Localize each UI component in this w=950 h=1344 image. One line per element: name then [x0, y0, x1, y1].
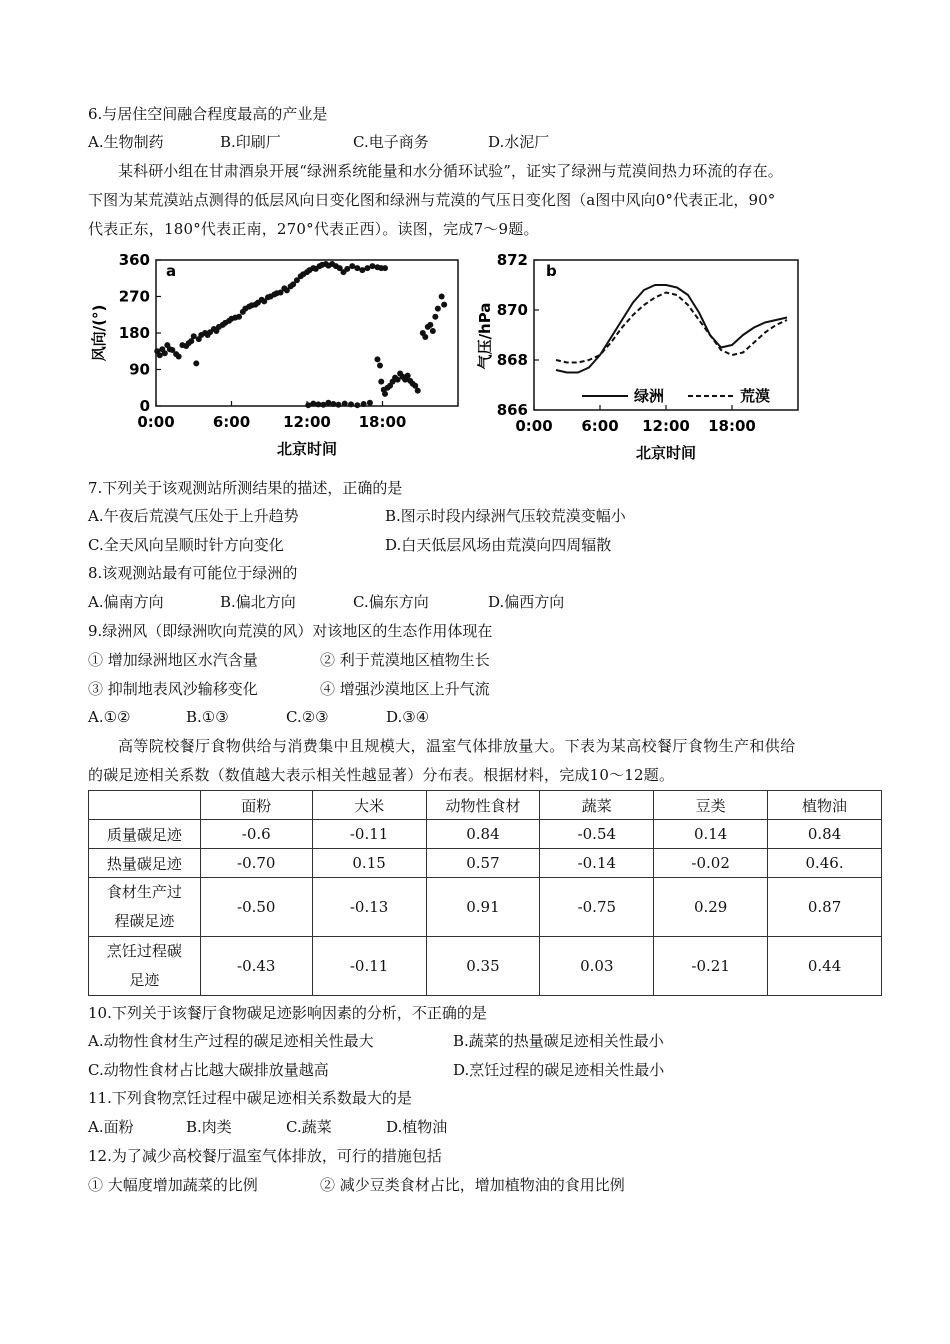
air-pressure-chart [478, 248, 818, 466]
table-row [89, 937, 882, 996]
table-cell: -0.13 [312, 878, 426, 937]
wind-data-point [374, 356, 380, 362]
chart-b-xtick-label: 6:00 [581, 417, 619, 435]
table-header-cell: 蔬菜 [540, 791, 654, 820]
chart-a-xtick-label: 6:00 [212, 413, 251, 431]
chart-a-ytick-label: 180 [118, 324, 150, 342]
wind-data-point [377, 362, 383, 368]
q9-item-1: ① 增加绿洲地区水汽含量 [88, 651, 258, 669]
table-cell: -0.11 [312, 820, 426, 849]
wind-data-point [361, 401, 367, 407]
wind-data-point [369, 263, 375, 269]
wind-data-point [330, 401, 336, 407]
table-cell: 0.46. [768, 849, 882, 878]
chart-b-xtick-label: 18:00 [708, 417, 756, 435]
table-header-cell: 豆类 [654, 791, 768, 820]
chart-b-ytick-label: 866 [496, 401, 528, 419]
chart-b-panel-label: b [546, 262, 557, 280]
wind-data-point [367, 400, 373, 406]
table-header-cell: 大米 [312, 791, 426, 820]
chart-b-ytick-label: 868 [496, 351, 528, 369]
q7-option-c: C.全天风向呈顺时针方向变化 [88, 536, 284, 554]
wind-data-point [441, 302, 447, 308]
intro1-line-1: 某科研小组在甘肃酒泉开展“绿洲系统能量和水分循环试验”，证实了绿洲与荒漠间热力环流的存在。 [118, 162, 783, 180]
table-row [89, 820, 882, 849]
table-cell: -0.02 [654, 849, 768, 878]
q6-option-a: A.生物制药 [88, 133, 164, 151]
chart-a-ytick-label: 270 [118, 287, 150, 306]
chart-b-ytick-label: 872 [496, 251, 528, 269]
chart-a-xtick-label: 0:00 [137, 413, 175, 431]
intro2-line-1: 高等院校餐厅食物供给与消费集中且规模大，温室气体排放量大。下表为某高校餐厅食物生产和供给 [118, 737, 796, 755]
chart-a-xtick-label: 18:00 [358, 413, 407, 431]
q7-stem: 7.下列关于该观测站所测结果的描述，正确的是 [88, 479, 403, 497]
table-row [89, 849, 882, 878]
wind-data-point [176, 354, 182, 360]
table-cell: 0.84 [426, 820, 540, 849]
table-cell: 热量碳足迹 [89, 849, 201, 878]
q9-item-4: ④ 增强沙漠地区上升气流 [320, 680, 490, 698]
q6-option-d: D.水泥厂 [488, 133, 550, 151]
table-header-cell [89, 791, 201, 820]
table-cell: 0.03 [540, 937, 654, 996]
chart-a-ytick-label: 90 [129, 360, 150, 379]
chart-b-ytick-label: 870 [496, 301, 528, 319]
table-header-row [89, 791, 882, 820]
chart-a-ytick-label: 0 [139, 397, 150, 415]
table-cell: -0.14 [540, 849, 654, 878]
wind-data-point [191, 333, 197, 339]
wind-data-point [439, 294, 445, 300]
q11-stem: 11.下列食物烹饪过程中碳足迹相关系数最大的是 [88, 1089, 412, 1107]
q12-item-2: ② 减少豆类食材占比，增加植物油的食用比例 [320, 1176, 625, 1194]
chart-a-xtick-label: 12:00 [283, 413, 331, 431]
q8-option-b: B.偏北方向 [220, 593, 296, 611]
wind-data-point [395, 377, 401, 383]
q11-option-d: D.植物油 [386, 1118, 448, 1136]
table-cell: -0.50 [200, 878, 312, 937]
chart-a-xlabel: 北京时间 [276, 440, 338, 458]
wind-data-point [354, 402, 360, 408]
chart-a-ytick-label: 360 [118, 251, 150, 269]
wind-data-point [432, 314, 438, 320]
wind-data-point [344, 266, 350, 272]
chart-b-xlabel: 北京时间 [635, 444, 697, 462]
wind-data-point [427, 322, 433, 328]
q9-item-2: ② 利于荒漠地区植物生长 [320, 651, 490, 669]
chart-b-ylabel: 气压/hPa [476, 302, 494, 370]
intro2-line-2: 的碳足迹相关系数（数值越大表示相关性越显著）分布表。根据材料，完成10～12题。 [88, 766, 675, 784]
chart-b-xtick-label: 0:00 [515, 417, 553, 435]
q8-option-a: A.偏南方向 [88, 593, 164, 611]
table-cell: 0.44 [768, 937, 882, 996]
table-cell: -0.75 [540, 878, 654, 937]
table-cell: -0.54 [540, 820, 654, 849]
table-cell: 0.91 [426, 878, 540, 937]
wind-data-point [342, 401, 348, 407]
table-cell: -0.6 [200, 820, 312, 849]
table-header-cell: 植物油 [768, 791, 882, 820]
wind-data-point [382, 265, 388, 271]
q10-option-a: A.动物性食材生产过程的碳足迹相关性最大 [88, 1032, 374, 1050]
intro1-line-2: 下图为某荒漠站点测得的低层风向日变化图和绿洲与荒漠的气压日变化图（a图中风向0°代表正北，90° [88, 191, 776, 209]
table-cell: 0.14 [654, 820, 768, 849]
q7-option-b: B.图示时段内绿洲气压较荒漠变幅小 [385, 507, 626, 525]
wind-data-point [162, 350, 168, 356]
legend-oasis-label: 绿洲 [634, 387, 665, 405]
q9-option-d: D.③④ [386, 708, 430, 726]
q10-option-b: B.蔬菜的热量碳足迹相关性最小 [453, 1032, 664, 1050]
wind-data-point [405, 373, 411, 379]
table-cell: 0.35 [426, 937, 540, 996]
table-cell: 烹饪过程碳 足迹 [89, 937, 201, 996]
q9-option-a: A.①② [88, 708, 131, 726]
wind-data-point [348, 401, 354, 407]
q10-option-d: D.烹饪过程的碳足迹相关性最小 [453, 1061, 665, 1079]
table-cell: -0.70 [200, 849, 312, 878]
wind-direction-chart [88, 248, 480, 466]
table-cell: 0.29 [654, 878, 768, 937]
q7-option-a: A.午夜后荒漠气压处于上升趋势 [88, 507, 299, 525]
table-cell: -0.21 [654, 937, 768, 996]
q9-option-b: B.①③ [186, 708, 229, 726]
q9-item-3: ③ 抑制地表风沙输移变化 [88, 680, 258, 698]
q8-option-c: C.偏东方向 [353, 593, 429, 611]
q6-option-b: B.印刷厂 [220, 133, 281, 151]
q10-stem: 10.下列关于该餐厅食物碳足迹影响因素的分析，不正确的是 [88, 1004, 487, 1022]
table-cell: 0.87 [768, 878, 882, 937]
chart-b-xtick-label: 12:00 [642, 417, 690, 435]
q11-option-c: C.蔬菜 [286, 1118, 332, 1136]
wind-data-point [378, 379, 384, 385]
q6-option-c: C.电子商务 [353, 133, 429, 151]
q12-item-1: ① 大幅度增加蔬菜的比例 [88, 1176, 258, 1194]
wind-data-point [422, 334, 428, 340]
q6-stem: 6.与居住空间融合程度最高的产业是 [88, 105, 328, 123]
table-cell: 0.15 [312, 849, 426, 878]
q12-stem: 12.为了减少高校餐厅温室气体排放，可行的措施包括 [88, 1147, 442, 1165]
table-row [89, 878, 882, 937]
wind-data-point [193, 360, 199, 366]
table-header-cell: 面粉 [200, 791, 312, 820]
wind-data-point [435, 306, 441, 312]
q11-option-a: A.面粉 [88, 1118, 134, 1136]
wind-data-point [415, 388, 421, 394]
table-cell: 0.57 [426, 849, 540, 878]
table-cell: -0.11 [312, 937, 426, 996]
wind-data-point [236, 314, 242, 320]
table-cell: 质量碳足迹 [89, 820, 201, 849]
table-cell: 0.84 [768, 820, 882, 849]
chart-a-ylabel: 风向/(°) [90, 304, 108, 362]
intro1-line-3: 代表正东，180°代表正南，270°代表正西）。读图，完成7～9题。 [88, 220, 539, 238]
q9-option-c: C.②③ [286, 708, 329, 726]
table-cell: -0.43 [200, 937, 312, 996]
q8-stem: 8.该观测站最有可能位于绿洲的 [88, 564, 298, 582]
wind-data-point [325, 400, 331, 406]
chart-a-panel-label: a [166, 262, 177, 280]
wind-data-point [430, 328, 436, 334]
table-header-cell: 动物性食材 [426, 791, 540, 820]
carbon-footprint-table [88, 790, 882, 996]
wind-data-point [382, 391, 388, 397]
q9-stem: 9.绿洲风（即绿洲吹向荒漠的风）对该地区的生态作用体现在 [88, 622, 493, 640]
q11-option-b: B.肉类 [186, 1118, 232, 1136]
wind-data-point [335, 402, 341, 408]
legend-desert-label: 荒漠 [740, 387, 771, 405]
q7-option-d: D.白天低层风场由荒漠向四周辐散 [385, 536, 612, 554]
wind-data-point [310, 401, 316, 407]
table-cell: 食材生产过 程碳足迹 [89, 878, 201, 937]
q8-option-d: D.偏西方向 [488, 593, 565, 611]
q10-option-c: C.动物性食材占比越大碳排放量越高 [88, 1061, 329, 1079]
